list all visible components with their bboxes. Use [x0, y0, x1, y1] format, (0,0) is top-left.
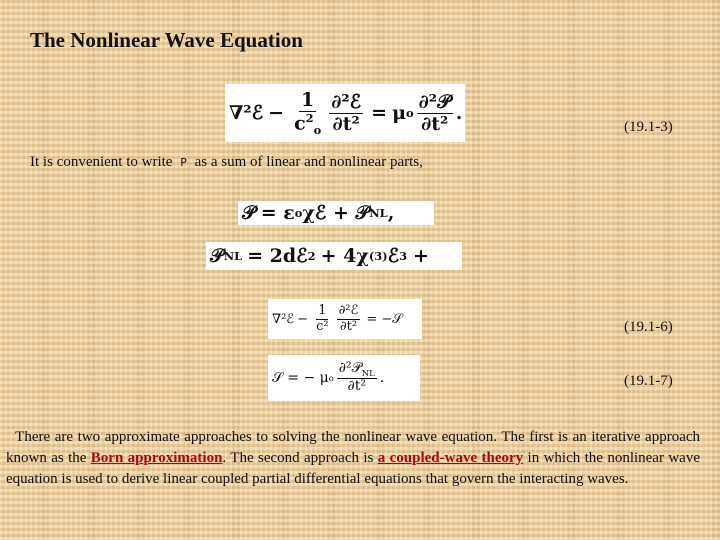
pol-eq-chi: χℰ + 𝒫: [302, 202, 370, 224]
wave-eq-period: .: [455, 102, 463, 124]
eq6-frac2: [337, 304, 361, 334]
eq6-lhs: ∇²ℰ: [272, 311, 295, 327]
intro-sentence-b: as a sum of linear and nonlinear parts,: [194, 154, 423, 170]
nonlinear-polarization-equation: [206, 242, 462, 270]
eq-number-19-1-6: (19.1-6): [624, 319, 673, 335]
npol-eq-rhs1: = 2dℰ: [247, 245, 308, 267]
npol-eq-sq: 2: [307, 249, 316, 263]
npol-eq-rhs4: +: [413, 245, 429, 267]
wave-eq-frac1-den-sup: 2: [305, 110, 314, 125]
wave-eq-frac2-num: ∂²ℰ: [331, 90, 362, 113]
wave-eq-frac1-den: c: [294, 111, 306, 134]
eq6-frac1-num: 1: [318, 303, 327, 319]
pol-eq-comma: ,: [387, 202, 395, 224]
npol-eq-rhs2: + 4χ: [320, 245, 369, 267]
wave-eq-frac2-den: ∂t²: [332, 112, 360, 135]
eq7-frac: [337, 361, 377, 394]
wave-eq-frac3-num: ∂²𝒫: [418, 90, 451, 113]
coupled-wave-theory-link[interactable]: a coupled-wave theory: [377, 450, 524, 466]
polarization-equation: [238, 201, 434, 225]
wave-equation: [225, 84, 465, 142]
eq6-frac1-den: c²: [316, 318, 329, 334]
pol-eq-eps-sub: o: [294, 206, 303, 220]
approaches-paragraph: [6, 427, 700, 490]
eq6-minus: −: [297, 311, 309, 327]
eq6-frac1: [314, 304, 331, 334]
eq7-mu-sub: o: [328, 373, 334, 383]
intro-sentence-symbol: P: [180, 156, 187, 169]
eq7-frac-den: ∂t²: [347, 378, 366, 395]
wave-eq-frac3: [417, 92, 453, 135]
wave-eq-frac3-den: ∂t²: [421, 112, 449, 135]
wave-eq-frac1-den-sub: o: [313, 122, 322, 137]
eq7-frac-num: ∂²𝒫: [338, 360, 362, 377]
pol-eq-lhs: 𝒫: [242, 202, 256, 224]
wave-eq-minus: −: [268, 102, 285, 124]
wave-eq-frac1-num: 1: [301, 88, 315, 111]
eq7-period: .: [379, 370, 385, 386]
npol-eq-cube: 3: [399, 249, 408, 263]
eq6-rhs: = −𝒮: [366, 311, 403, 327]
paragraph-part2: . The second approach is: [222, 450, 378, 466]
paragraph-part1: There are two approximate approaches to solving the nonlinear wave equation. The first is an iterative approach known as the: [6, 429, 701, 466]
intro-sentence: [30, 154, 423, 171]
wave-eq-mu-sub: o: [406, 106, 414, 120]
wave-eq-mu: μ: [392, 102, 407, 124]
wave-eq-equals: =: [371, 102, 388, 124]
intro-sentence-a: It is convenient to write: [30, 154, 173, 170]
npol-eq-rhs3: ℰ: [387, 245, 400, 267]
equation-19-1-6: [268, 299, 422, 339]
pol-eq-eps: = ε: [260, 202, 295, 224]
page-title: The Nonlinear Wave Equation: [30, 28, 303, 52]
eq7-frac-num-sub: NL: [361, 368, 375, 379]
pol-eq-nl-sub: NL: [369, 206, 388, 220]
eq7-lhs: 𝒮 = − μ: [272, 370, 329, 386]
paragraph-part3: in which the nonlinear wave equation is used to derive linear coupled partial differential equations that govern the interacting waves.: [6, 450, 700, 487]
npol-eq-nl-sub: NL: [223, 249, 243, 263]
eq6-frac2-num: ∂²ℰ: [338, 303, 359, 319]
born-approximation-link[interactable]: Born approximation: [90, 450, 223, 466]
wave-eq-frac2: [329, 92, 363, 135]
eq-number-19-1-7: (19.1-7): [624, 373, 673, 389]
eq6-frac2-den: ∂t²: [339, 318, 358, 334]
npol-eq-chi-sup: (3): [368, 249, 388, 263]
equation-19-1-7: [268, 355, 420, 401]
wave-eq-lhs: ∇²ℰ: [229, 102, 264, 124]
npol-eq-lhs: 𝒫: [210, 245, 224, 267]
wave-eq-frac1: [292, 90, 323, 137]
eq-number-19-1-3: (19.1-3): [624, 119, 673, 135]
